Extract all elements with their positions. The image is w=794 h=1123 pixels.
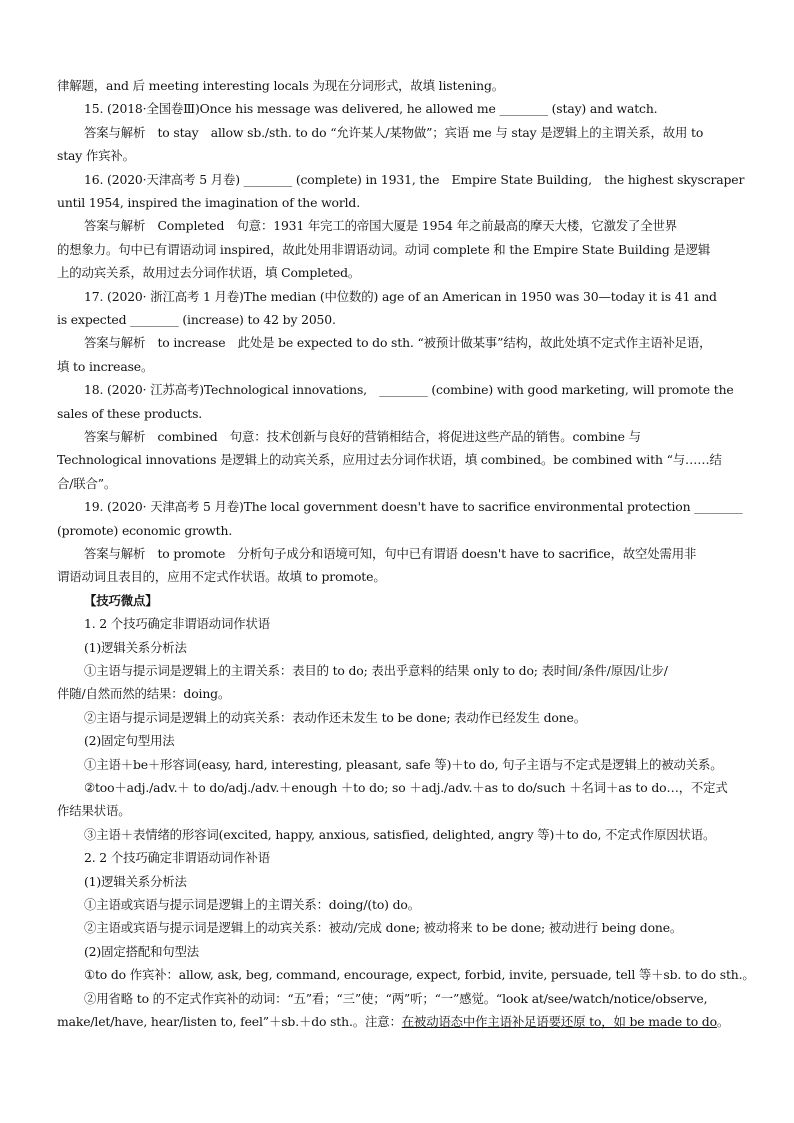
line-text: (1)逻辑关系分析法: [84, 873, 187, 889]
text-line: [84, 429, 737, 445]
line-text: ②主语与提示词是逻辑上的动宾关系：表动作还未发生 to be done; 表动作已经发生 done。: [84, 709, 586, 725]
text-line: [84, 920, 737, 936]
text-line: [57, 569, 737, 585]
line-text: 的想象力。句中已有谓语动词 inspired，故此处用非谓语动词。动词 complete 和 the Empire State Building 是逻辑: [57, 241, 711, 257]
line-text: make/let/have, hear/listen to, feel”＋sb.＋do sth.。注意：: [57, 1014, 402, 1029]
line-text: 谓语动词且表目的，应用不定式作状语。故填 to promote。: [57, 569, 386, 585]
text-line: [84, 897, 737, 913]
line-text: until 1954, inspired the imagination of the world.: [57, 195, 360, 210]
underlined-note: 在被动语态中作主语补足语要还原 to，如 be made to do: [401, 1014, 717, 1029]
line-text: 答案与解析 to promote 分析句子成分和语境可知，句中已有谓语 doesn't have to sacrifice，故空处需用非: [84, 546, 697, 561]
text-line: [57, 265, 737, 281]
text-line: [84, 499, 743, 515]
line-text: 15. (2018·全国卷Ⅲ)Once his message was delivered, he allowed me ________ (stay) and watch.: [84, 101, 658, 117]
text-line: [57, 523, 737, 539]
line-text: ①主语与提示词是逻辑上的主谓关系：表目的 to do; 表出乎意料的结果 only to do; 表时间/条件/原因/让步/: [84, 663, 668, 678]
text-line: [84, 850, 737, 866]
line-text: 18. (2020· 江苏高考)Technological innovations, ________ (combine) with good marketing, will promote the: [84, 382, 734, 398]
text-line: [84, 171, 745, 188]
line-text: 合/联合”。: [57, 475, 117, 491]
text-line: [84, 944, 737, 960]
line-text: 答案与解析 Completed 句意：1931 年完工的帝国大厦是 1954 年之前最高的摩天大楼，它激发了全世界: [84, 218, 677, 234]
line-text: 19. (2020· 天津高考 5 月卷)The local government doesn't have to sacrifice environmental protection ________: [84, 499, 743, 515]
line-text: 1. 2 个技巧确定非谓语动词作状语: [84, 616, 270, 632]
text-line: [84, 382, 737, 398]
line-text: (1)逻辑关系分析法: [84, 639, 187, 655]
text-line: [57, 242, 737, 258]
line-text: 16. (2020·天津高考 5 月卷) ________ (complete) in 1931, the Empire State Building, the highest skyscraper: [84, 171, 745, 187]
line-text: 答案与解析 combined 句意：技术创新与良好的营销相结合，将促进这些产品的销售。combine 与: [84, 429, 641, 444]
text-line: [84, 616, 737, 632]
text-line: [84, 967, 755, 983]
line-text: ①to do 作宾补：allow, ask, beg, command, encourage, expect, forbid, invite, persuade, tell 等＋sb. to do sth.。: [84, 967, 755, 983]
line-text: 答案与解析 to increase 此处是 be expected to do sth. “被预计做某事”结构，故此处填不定式作主语补足语，: [84, 335, 712, 351]
text-line: [84, 640, 737, 656]
text-line: [84, 874, 737, 890]
line-text: ①主语或宾语与提示词是逻辑上的主谓关系：doing/(to) do。: [84, 897, 420, 912]
line-text: sales of these products.: [57, 405, 203, 421]
line-text: (2)固定搭配和句型法: [84, 943, 200, 959]
text-line: [57, 1014, 737, 1030]
line-text: 答案与解析 to stay allow sb./sth. to do “允许某人/某物做”；宾语 me 与 stay 是逻辑上的主谓关系，故用 to: [84, 124, 704, 140]
text-line: [84, 827, 737, 843]
text-line: [57, 476, 737, 492]
line-text: stay 作宾补。: [57, 148, 135, 164]
text-line: [84, 335, 737, 351]
text-line: [84, 780, 737, 796]
line-text: 律解题，and 后 meeting interesting locals 为现在分词形式，故填 listening。: [57, 78, 504, 93]
line-text: 上的动宾关系，故用过去分词作状语，填 Completed。: [57, 265, 361, 281]
text-line: [84, 218, 737, 234]
text-line: [57, 78, 737, 94]
text-line: [57, 803, 737, 819]
line-text: Technological innovations 是逻辑上的动宾关系，应用过去分词作状语，填 combined。be combined with “与……结: [57, 452, 722, 468]
text-line: [84, 101, 737, 117]
line-end: 。: [716, 1014, 730, 1029]
line-text: is expected ________ (increase) to 42 by 2050.: [57, 312, 336, 327]
line-text: (2)固定句型用法: [84, 733, 175, 749]
text-line: [57, 452, 737, 468]
line-text: 【技巧微点】: [84, 592, 158, 608]
line-text: (promote) economic growth.: [57, 522, 233, 538]
line-text: 作结果状语。: [57, 803, 131, 819]
line-text: ②用省略 to 的不定式作宾补的动词：“五”看；“三”使；“两”听；“一”感觉。“look at/see/watch/notice/observe,: [84, 990, 708, 1006]
line-text: ②too＋adj./adv.＋ to do/adj./adv.＋enough ＋to do; so ＋adj./adv.＋as to do/such ＋名词＋as to do…，不定式: [84, 780, 728, 795]
text-line: [84, 733, 737, 749]
text-line: [84, 991, 737, 1007]
text-line: [84, 289, 737, 305]
line-text: ②主语或宾语与提示词是逻辑上的动宾关系：被动/完成 done; 被动将来 to be done; 被动进行 being done。: [84, 920, 683, 936]
line-text: ③主语＋表情绪的形容词(excited, happy, anxious, satisfied, delighted, angry 等)＋to do, 不定式作原因状语。: [84, 826, 716, 842]
text-line: [84, 546, 737, 562]
line-text: 17. (2020· 浙江高考 1 月卷)The median (中位数的) age of an American in 1950 was 30—today it is 41 and: [84, 288, 717, 304]
text-line: [57, 312, 737, 328]
text-line: [84, 593, 737, 609]
line-text: 2. 2 个技巧确定非谓语动词作补语: [84, 850, 270, 866]
text-line: [84, 757, 737, 773]
text-line: [84, 663, 737, 679]
line-text: 填 to increase。: [57, 358, 154, 374]
text-line: [57, 195, 737, 211]
text-line: [84, 125, 737, 141]
line-text: ①主语＋be＋形容词(easy, hard, interesting, pleasant, safe 等)＋to do, 句子主语与不定式是逻辑上的被动关系。: [84, 756, 723, 772]
line-text: 伴随/自然而然的结果：doing。: [57, 686, 231, 702]
text-line: [57, 359, 737, 375]
text-line: [84, 710, 737, 726]
text-line: [57, 686, 737, 702]
text-line: [57, 148, 737, 164]
text-line: [57, 406, 737, 422]
